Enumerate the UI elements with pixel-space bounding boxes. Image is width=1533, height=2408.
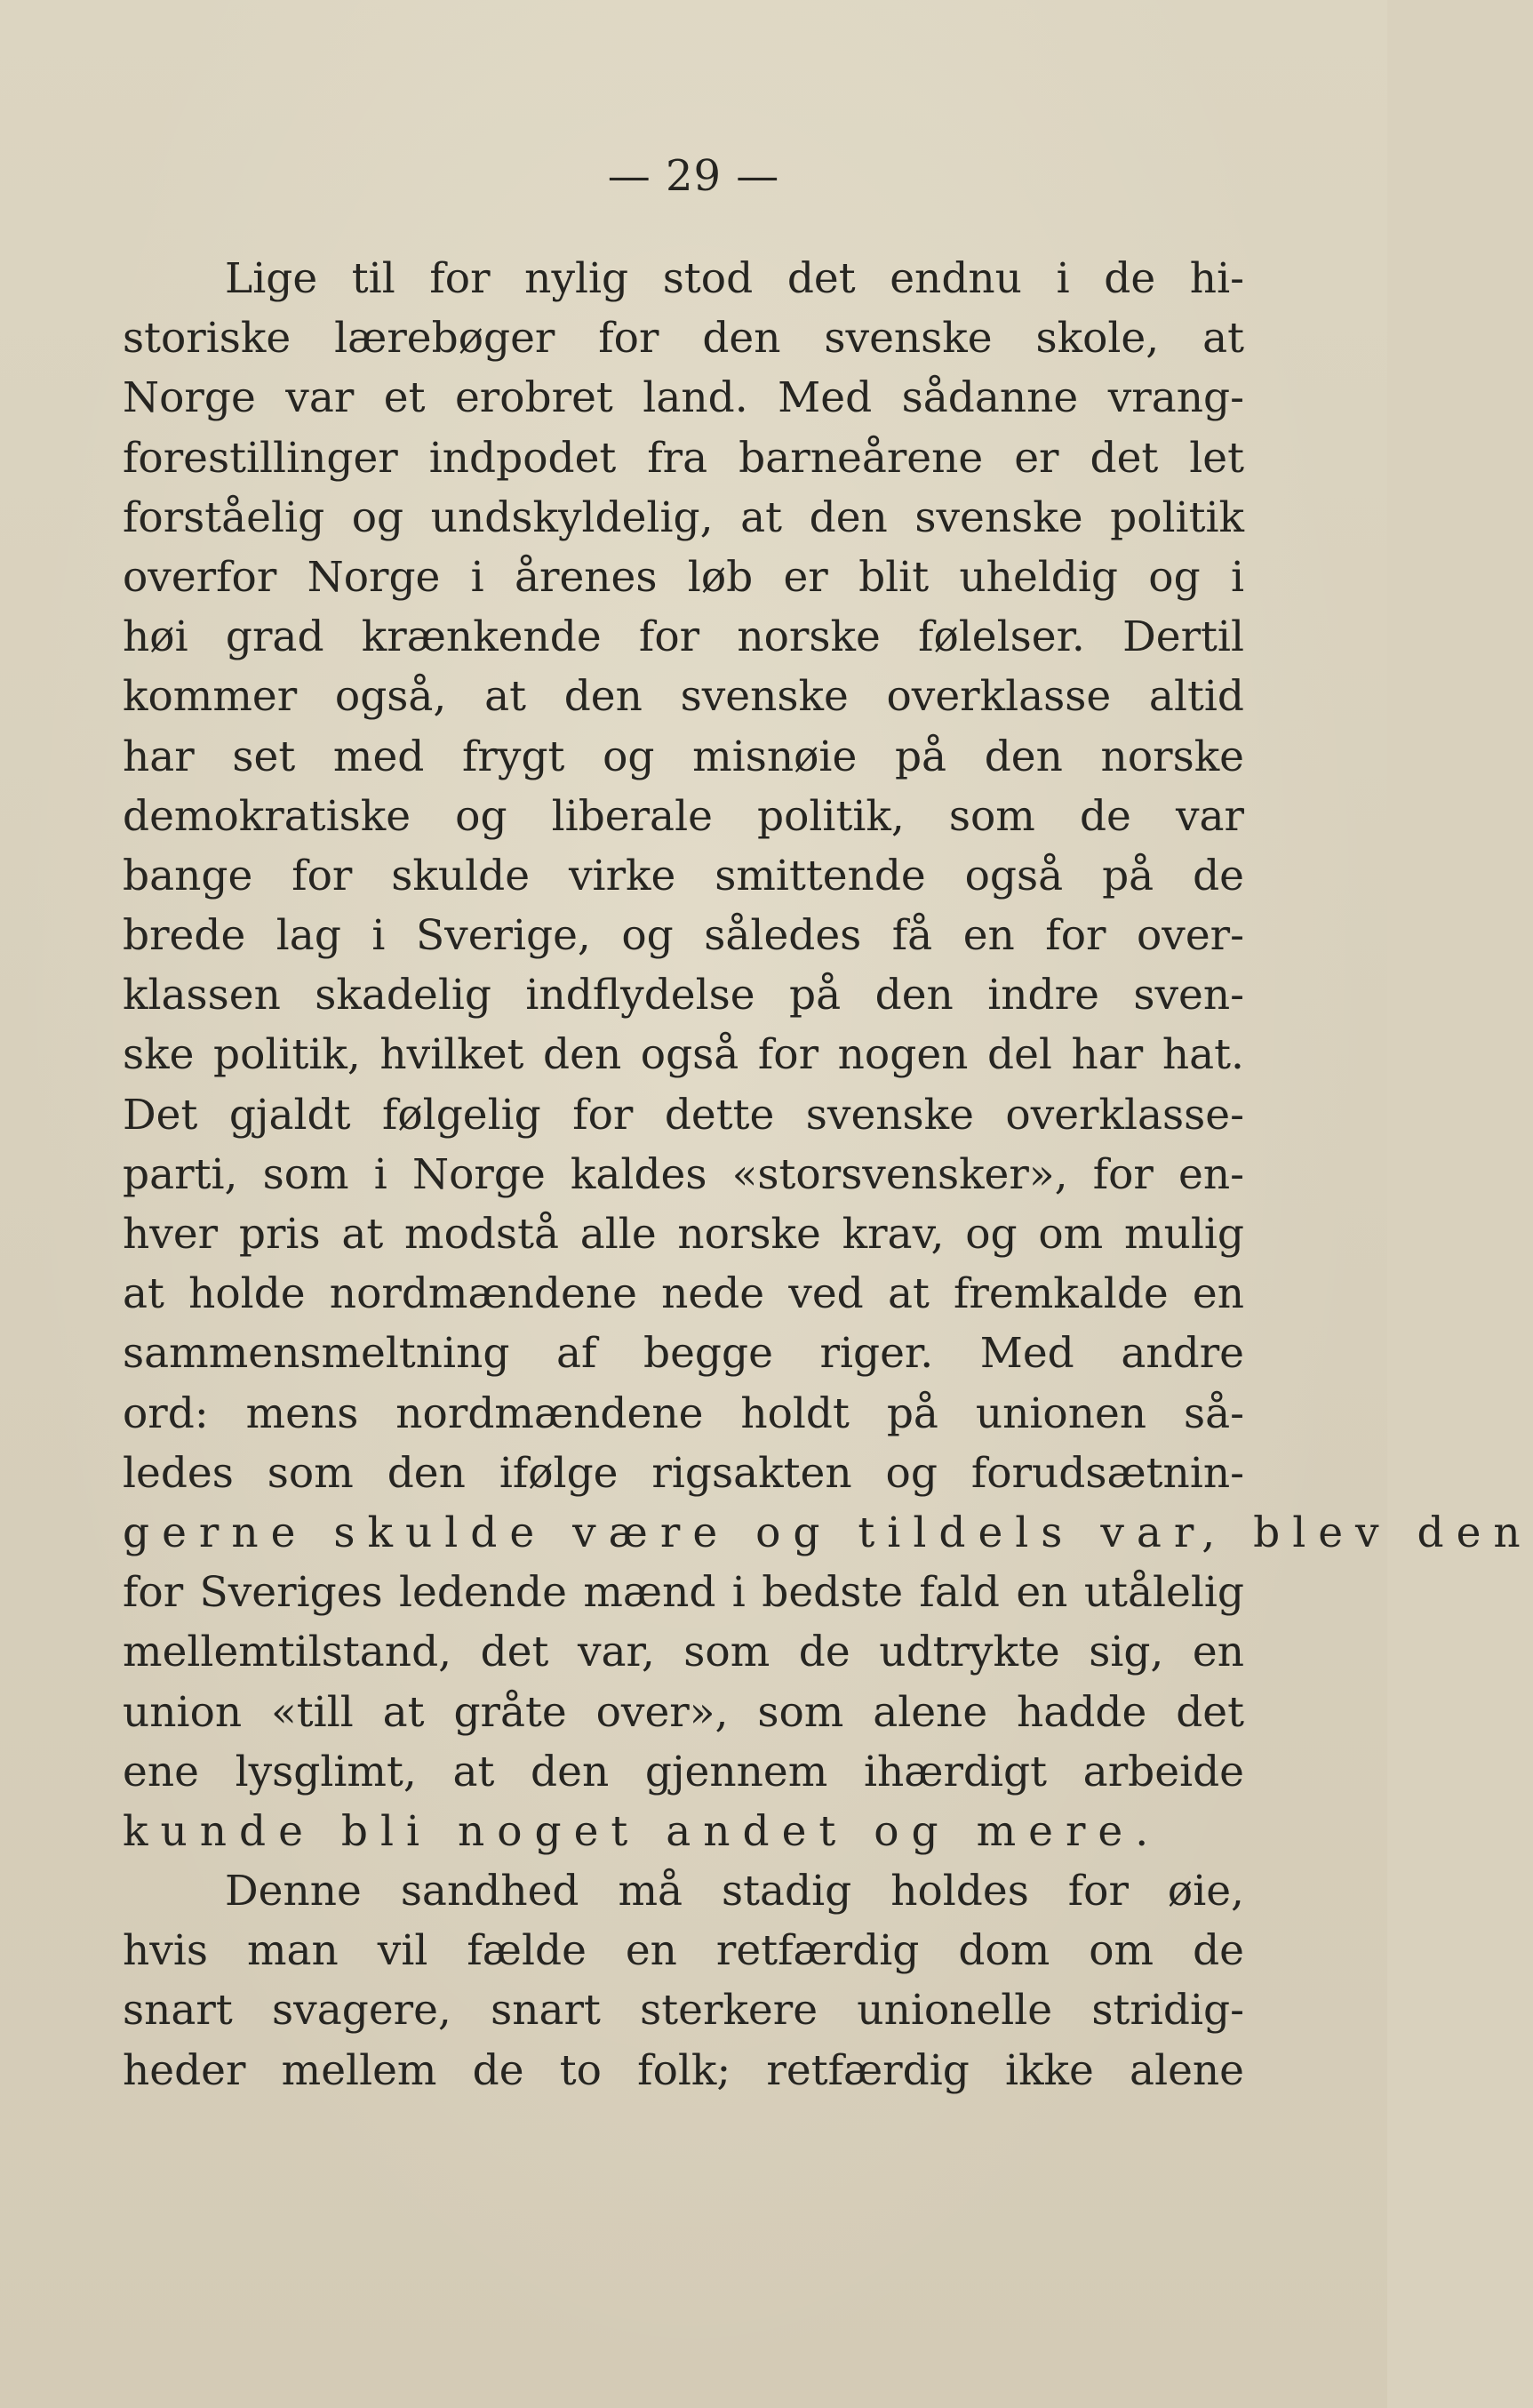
text-line: demokratiske og liberale politik, som de var [123, 791, 1244, 841]
text-line: heder mellem de to folk; retfærdig ikke alene [123, 2045, 1244, 2095]
text-line: bange for skulde virke smittende også på de [123, 851, 1244, 900]
text-line: gerne skulde være og tildels var, blev den [123, 1508, 1533, 1557]
text-line: parti, som i Norge kaldes «storsvensker», for en- [123, 1149, 1244, 1199]
text-line: mellemtilstand, det var, som de udtrykte sig, en [123, 1628, 1244, 1677]
text-line: snart svagere, snart sterkere unionelle stridig- [123, 1986, 1244, 2036]
text-line: hver pris at modstå alle norske krav, og om mulig [123, 1210, 1244, 1259]
text-line: Norge var et erobret land. Med sådanne vrang- [123, 373, 1244, 423]
text-line: Denne sandhed må stadig holdes for øie, [225, 1867, 1244, 1916]
text-line: overfor Norge i årenes løb er blit uheldig og i [123, 552, 1244, 602]
text-line: union «till at gråte over», som alene hadde det [123, 1687, 1244, 1737]
text-line: forståelig og undskyldelig, at den svenske politik [123, 492, 1244, 542]
text-line: ledes som den ifølge rigsakten og forudsætnin- [123, 1448, 1244, 1498]
text-line: kommer også, at den svenske overklasse altid [123, 672, 1244, 722]
text-line: Det gjaldt følgelig for dette svenske overklasse- [123, 1090, 1244, 1140]
text-line: ske politik, hvilket den også for nogen del har hat. [123, 1030, 1244, 1080]
text-line: Lige til for nylig stod det endnu i de hi- [225, 254, 1244, 303]
text-line: har set med frygt og misnøie på den norske [123, 732, 1244, 781]
text-line: for Sveriges ledende mænd i bedste fald en utålelig [123, 1568, 1244, 1618]
text-line: kunde bli noget andet og mere. [123, 1806, 1162, 1856]
text-line: ene lysglimt, at den gjennem ihærdigt arbeide [123, 1747, 1244, 1796]
text-line: ord: mens nordmændene holdt på unionen så- [123, 1388, 1244, 1438]
text-line: sammensmeltning af begge riger. Med andre [123, 1329, 1244, 1379]
text-line: storiske lærebøger for den svenske skole, at [123, 314, 1244, 364]
text-line: brede lag i Sverige, og således få en for over- [123, 911, 1244, 961]
text-line: at holde nordmændene nede ved at fremkalde en [123, 1269, 1244, 1319]
page-number: — 29 — [607, 151, 780, 201]
text-line: forestillinger indpodet fra barneårene er det let [123, 433, 1244, 483]
text-line: klassen skadelig indflydelse på den indre sven- [123, 971, 1244, 1020]
text-line: hvis man vil fælde en retfærdig dom om de [123, 1926, 1244, 1976]
text-line: høi grad krænkende for norske følelser. Dertil [123, 612, 1244, 662]
body-text [123, 249, 1533, 2100]
